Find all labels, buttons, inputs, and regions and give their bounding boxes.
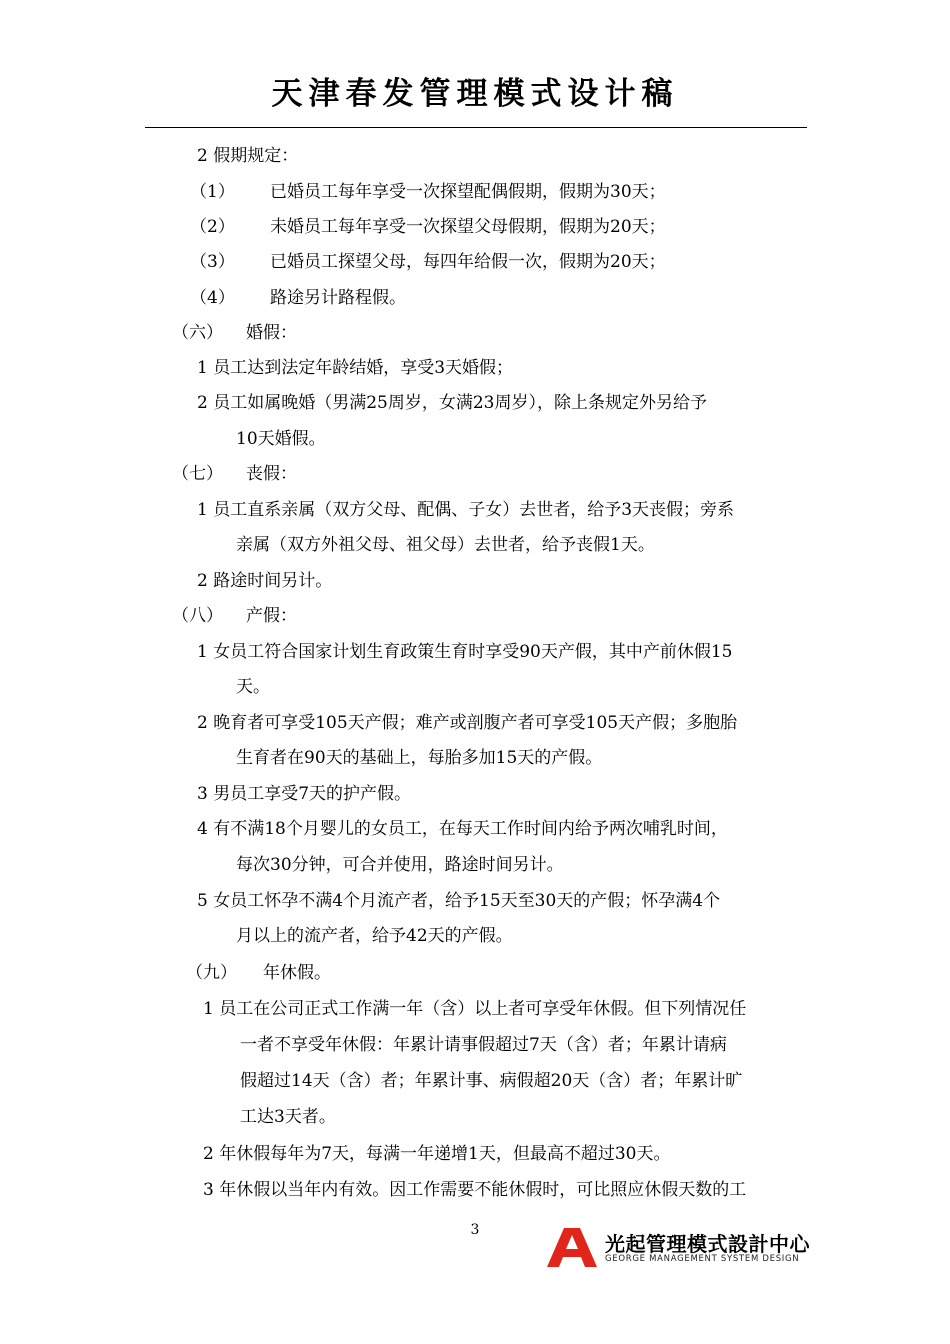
text-line: 2 年休假每年为7天，每满一年递增1天，但最高不超过30天。	[203, 1144, 671, 1164]
list-item	[190, 216, 666, 238]
section-heading	[172, 322, 297, 344]
text-line: 2 假期规定：	[197, 146, 299, 166]
text-line: 一者不享受年休假：年累计请事假超过7天（含）者；年累计请病	[240, 1035, 727, 1055]
section-number: （七）	[172, 464, 223, 484]
text-line: 1 女员工符合国家计划生育政策生育时享受90天产假，其中产前休假15	[197, 642, 733, 662]
company-logo	[545, 1226, 810, 1270]
text-line: 10天婚假。	[236, 429, 326, 449]
page-number: 3	[470, 1222, 480, 1238]
section-heading	[172, 605, 297, 627]
section-title: 年休假。	[263, 963, 331, 983]
item-number: （2）	[190, 217, 235, 237]
item-text: 已婚员工每年享受一次探望配偶假期，假期为30天；	[270, 182, 666, 202]
list-item	[190, 181, 666, 203]
logo-english-text: GEORGE MANAGEMENT SYSTEM DESIGN	[605, 1254, 800, 1264]
section-number: （六）	[172, 323, 223, 343]
text-line: 假超过14天（含）者；年累计事、病假超20天（含）者；年累计旷	[240, 1071, 743, 1091]
text-line: 每次30分钟，可合并使用，路途时间另计。	[236, 855, 564, 875]
text-line: 2 员工如属晚婚（男满25周岁，女满23周岁），除上条规定外另给予	[197, 393, 707, 413]
section-title: 丧假：	[246, 464, 297, 484]
text-line: 5 女员工怀孕不满4个月流产者，给予15天至30天的产假；怀孕满4个	[197, 891, 721, 911]
page-header-title: 天津春发管理模式设计稿	[271, 76, 679, 112]
text-line: 4 有不满18个月婴儿的女员工，在每天工作时间内给予两次哺乳时间，	[197, 819, 728, 839]
item-text: 路途另计路程假。	[270, 288, 406, 308]
logo-a-icon	[545, 1226, 599, 1268]
text-line: 3 男员工享受7天的护产假。	[197, 784, 412, 804]
item-text: 未婚员工每年享受一次探望父母假期，假期为20天；	[270, 217, 666, 237]
list-item	[190, 251, 666, 273]
text-line: 月以上的流产者，给予42天的产假。	[236, 926, 513, 946]
text-line: 生育者在90天的基础上，每胎多加15天的产假。	[236, 748, 603, 768]
text-line: 1 员工达到法定年龄结婚，享受3天婚假；	[197, 358, 514, 378]
item-number: （4）	[190, 288, 235, 308]
item-number: （1）	[190, 182, 235, 202]
logo-chinese-text: 光起管理模式設計中心	[605, 1232, 810, 1256]
header-divider	[145, 127, 807, 128]
text-line: 天。	[236, 677, 270, 697]
list-item	[190, 287, 406, 309]
section-title: 婚假：	[246, 323, 297, 343]
section-number: （九）	[186, 963, 237, 983]
section-number: （八）	[172, 606, 223, 626]
section-heading	[186, 962, 331, 984]
text-line: 工达3天者。	[240, 1107, 336, 1127]
text-line: 1 员工直系亲属（双方父母、配偶、子女）去世者，给予3天丧假；旁系	[197, 500, 735, 520]
text-line: 2 晚育者可享受105天产假；难产或剖腹产者可享受105天产假；多胞胎	[197, 713, 738, 733]
text-line: 1 员工在公司正式工作满一年（含）以上者可享受年休假。但下列情况任	[203, 999, 747, 1019]
text-line: 亲属（双方外祖父母、祖父母）去世者，给予丧假1天。	[236, 535, 655, 555]
item-text: 已婚员工探望父母，每四年给假一次，假期为20天；	[270, 252, 666, 272]
section-title: 产假：	[246, 606, 297, 626]
text-line: 2 路途时间另计。	[197, 571, 333, 591]
text-line: 3 年休假以当年内有效。因工作需要不能休假时，可比照应休假天数的工	[203, 1180, 747, 1200]
section-heading	[172, 463, 297, 485]
item-number: （3）	[190, 252, 235, 272]
